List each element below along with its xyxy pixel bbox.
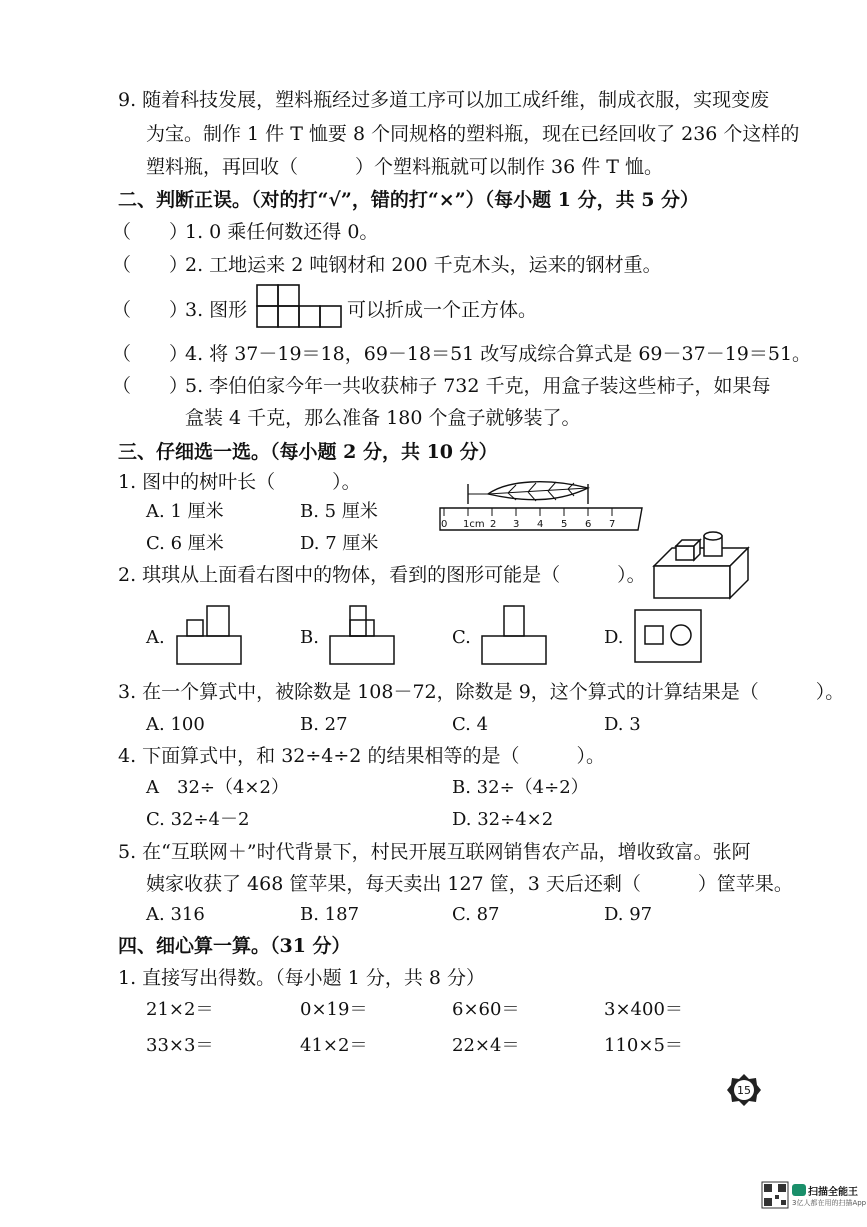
q4-option-a: A 32÷（4×2）	[146, 777, 289, 798]
judge-item-2: 2. 工地运来 2 吨钢材和 200 千克木头，运来的钢材重。	[185, 254, 662, 276]
section3-title: 三、仔细选一选。（每小题 2 分，共 10 分）	[118, 441, 498, 463]
q3-option-b: B. 27	[300, 714, 348, 735]
calc-r2-3: 22×4＝	[452, 1035, 520, 1056]
ruler-label-1: 1cm	[463, 519, 485, 530]
q4-option-d: D. 32÷4×2	[452, 809, 554, 830]
judge-paren-1: （ ）	[112, 221, 189, 243]
page-number: 15	[737, 1084, 751, 1097]
q4-option-b: B. 32÷（4÷2）	[452, 777, 589, 798]
q5-option-d: D. 97	[604, 904, 653, 925]
section4-sub1: 1. 直接写出得数。（每小题 1 分，共 8 分）	[118, 967, 486, 989]
calc-r2-4: 110×5＝	[604, 1035, 683, 1056]
ruler-label-3: 3	[513, 519, 520, 530]
ruler-label-5: 5	[561, 519, 568, 530]
judge-item-3b: 可以折成一个正方体。	[347, 299, 538, 321]
judge-item-4: 4. 将 37－19＝18，69－18＝51 改写成综合算式是 69－37－19＝51。	[185, 343, 812, 365]
qr-code-icon	[762, 1182, 788, 1208]
ruler-label-2: 2	[490, 519, 497, 530]
section4-title: 四、细心算一算。（31 分）	[118, 935, 351, 957]
scanner-brand: 扫描全能王	[808, 1187, 858, 1198]
judge-paren-5: （ ）	[112, 375, 189, 397]
q2-option-a: A.	[146, 627, 165, 648]
judge-paren-3: （ ）	[112, 299, 189, 321]
q3-option-a: A. 100	[146, 714, 205, 735]
q2-option-b-figure	[328, 604, 396, 666]
choice-q1-stem: 1. 图中的树叶长（ ）。	[118, 471, 361, 493]
judge-item-5-line2: 盒装 4 千克，那么准备 180 个盒子就够装了。	[185, 407, 581, 429]
calc-r2-2: 41×2＝	[300, 1035, 368, 1056]
q2-option-c: C.	[452, 627, 471, 648]
choice-q2-stem: 2. 琪琪从上面看右图中的物体，看到的图形可能是（ ）。	[118, 564, 646, 586]
q2-option-d-figure	[633, 608, 703, 664]
choice-q5-stem-line1: 5. 在“互联网＋”时代背景下，村民开展互联网销售农产品，增收致富。张阿	[118, 841, 751, 863]
calc-r2-1: 33×3＝	[146, 1035, 214, 1056]
judge-item-5: 5. 李伯伯家今年一共收获柿子 732 千克，用盒子装这些柿子，如果每	[185, 375, 771, 397]
calc-r1-2: 0×19＝	[300, 999, 368, 1020]
scanner-tagline: 3亿人都在用的扫描App	[792, 1199, 867, 1207]
judge-item-1: 1. 0 乘任何数还得 0。	[185, 221, 379, 243]
judge-paren-2: （ ）	[112, 254, 189, 276]
cube-net-figure	[256, 284, 344, 330]
q1-option-b: B. 5 厘米	[300, 501, 378, 522]
choice-q5-stem-line2: 姨家收获了 468 筐苹果，每天卖出 127 筐，3 天后还剩（ ）筐苹果。	[146, 873, 793, 895]
q9-line3: 塑料瓶，再回收（ ）个塑料瓶就可以制作 36 件 T 恤。	[146, 156, 664, 178]
q9-line1: 9. 随着科技发展，塑料瓶经过多道工序可以加工成纤维，制成衣服，实现变废	[118, 89, 770, 111]
q2-option-d: D.	[604, 627, 624, 648]
calc-r1-4: 3×400＝	[604, 999, 683, 1020]
box-object-figure	[652, 530, 752, 600]
ruler-label-7: 7	[609, 519, 616, 530]
q9-line2: 为宝。制作 1 件 T 恤要 8 个同规格的塑料瓶，现在已经回收了 236 个这样的	[146, 123, 800, 145]
q5-option-b: B. 187	[300, 904, 360, 925]
scanner-logo-icon	[792, 1184, 806, 1196]
q5-option-c: C. 87	[452, 904, 500, 925]
q2-option-a-figure	[175, 604, 243, 666]
ruler-label-4: 4	[537, 519, 544, 530]
q1-option-c: C. 6 厘米	[146, 533, 224, 554]
ruler-label-6: 6	[585, 519, 592, 530]
q3-option-d: D. 3	[604, 714, 641, 735]
page-number-badge	[726, 1072, 762, 1108]
q5-option-a: A. 316	[146, 904, 205, 925]
judge-paren-4: （ ）	[112, 343, 189, 365]
section2-title: 二、判断正误。（对的打“√”，错的打“×”）（每小题 1 分，共 5 分）	[118, 189, 700, 211]
judge-item-3a: 3. 图形	[185, 299, 248, 321]
choice-q4-stem: 4. 下面算式中，和 32÷4÷2 的结果相等的是（ ）。	[118, 745, 605, 767]
choice-q3-stem: 3. 在一个算式中，被除数是 108－72，除数是 9，这个算式的计算结果是（ ）。	[118, 681, 845, 703]
calc-r1-3: 6×60＝	[452, 999, 520, 1020]
q2-option-b: B.	[300, 627, 319, 648]
q2-option-c-figure	[480, 604, 548, 666]
q4-option-c: C. 32÷4－2	[146, 809, 250, 830]
calc-r1-1: 21×2＝	[146, 999, 214, 1020]
q1-option-a: A. 1 厘米	[146, 501, 224, 522]
q3-option-c: C. 4	[452, 714, 489, 735]
q1-option-d: D. 7 厘米	[300, 533, 379, 554]
ruler-leaf-figure	[438, 476, 644, 534]
ruler-label-0: 0	[441, 519, 448, 530]
